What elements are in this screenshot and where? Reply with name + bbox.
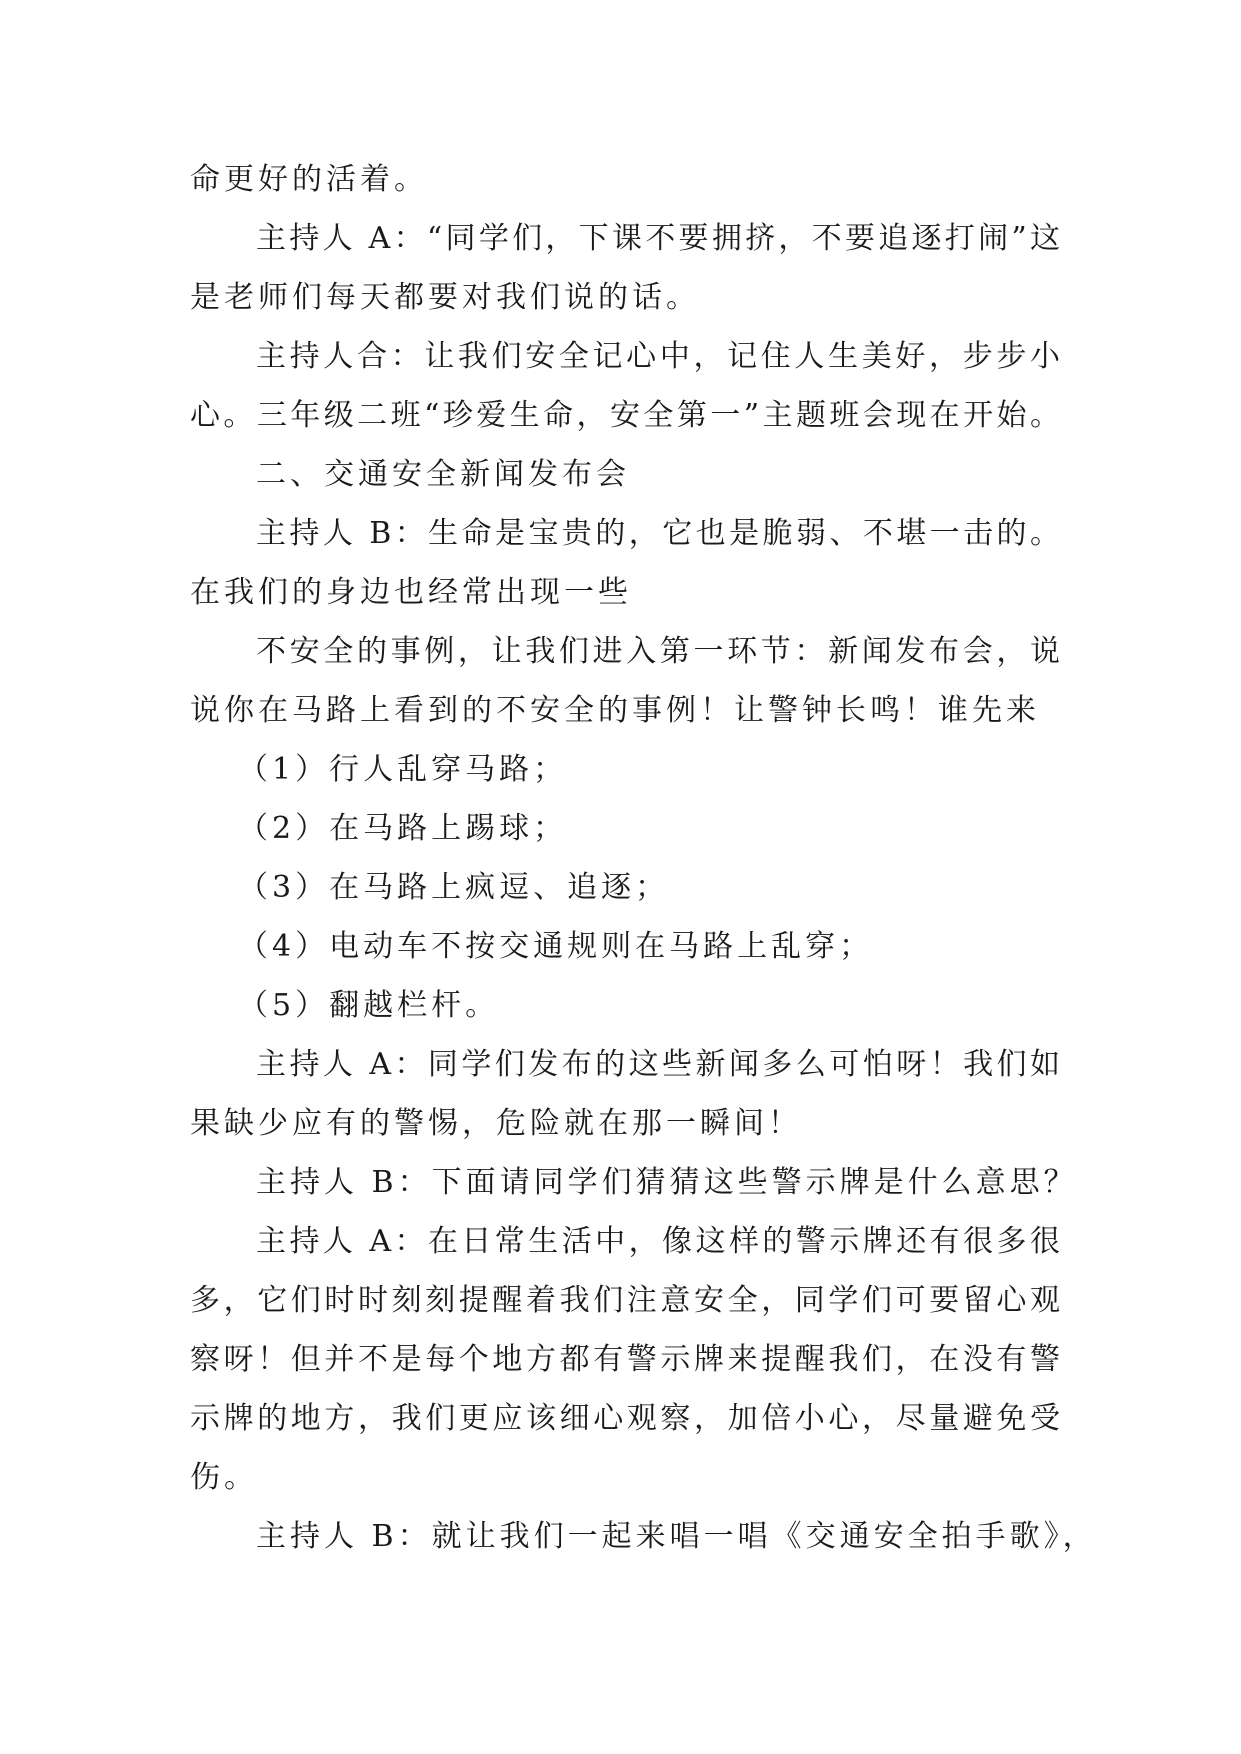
text-line: 主持人 A：“同学们，下课不要拥挤，不要追逐打闹”这 <box>256 221 1060 256</box>
text-line: 主持人 A：在日常生活中，像这样的警示牌还有很多很 <box>256 1224 1060 1259</box>
text-line: 命更好的活着。 <box>190 162 428 197</box>
text-line: 示牌的地方，我们更应该细心观察，加倍小心，尽量避免受 <box>190 1401 1060 1436</box>
text-line: 伤。 <box>190 1460 258 1495</box>
list-item: （4）电动车不按交通规则在马路上乱穿； <box>238 929 874 964</box>
document-body <box>190 150 1097 1566</box>
text-line: 察呀！但并不是每个地方都有警示牌来提醒我们，在没有警 <box>190 1342 1060 1377</box>
text-line: 果缺少应有的警惕，危险就在那一瞬间！ <box>190 1106 802 1141</box>
text-line: 是老师们每天都要对我们说的话。 <box>190 280 700 315</box>
list-item: （2）在马路上踢球； <box>238 811 568 846</box>
text-line: 不安全的事例，让我们进入第一环节：新闻发布会，说 <box>256 634 1060 669</box>
section-heading: 二、交通安全新闻发布会 <box>256 457 630 492</box>
text-line: 主持人 A：同学们发布的这些新闻多么可怕呀！我们如 <box>256 1047 1060 1082</box>
text-line: 多，它们时时刻刻提醒着我们注意安全，同学们可要留心观 <box>190 1283 1060 1318</box>
text-line: 说你在马路上看到的不安全的事例！让警钟长鸣！谁先来 <box>190 693 1040 728</box>
text-line: 主持人 B：就让我们一起来唱一唱《交通安全拍手歌》， <box>256 1519 1097 1554</box>
text-line: 主持人合：让我们安全记心中，记住人生美好，步步小 <box>256 339 1060 374</box>
text-line: 心。三年级二班“珍爱生命，安全第一”主题班会现在开始。 <box>190 398 1060 433</box>
list-item: （5）翻越栏杆。 <box>238 988 500 1023</box>
text-line: 在我们的身边也经常出现一些 <box>190 575 632 610</box>
text-line: 主持人 B：生命是宝贵的，它也是脆弱、不堪一击的。 <box>256 516 1060 551</box>
list-item: （1）行人乱穿马路； <box>238 752 568 787</box>
list-item: （3）在马路上疯逗、追逐； <box>238 870 670 905</box>
text-line: 主持人 B：下面请同学们猜猜这些警示牌是什么意思？ <box>256 1165 1078 1200</box>
